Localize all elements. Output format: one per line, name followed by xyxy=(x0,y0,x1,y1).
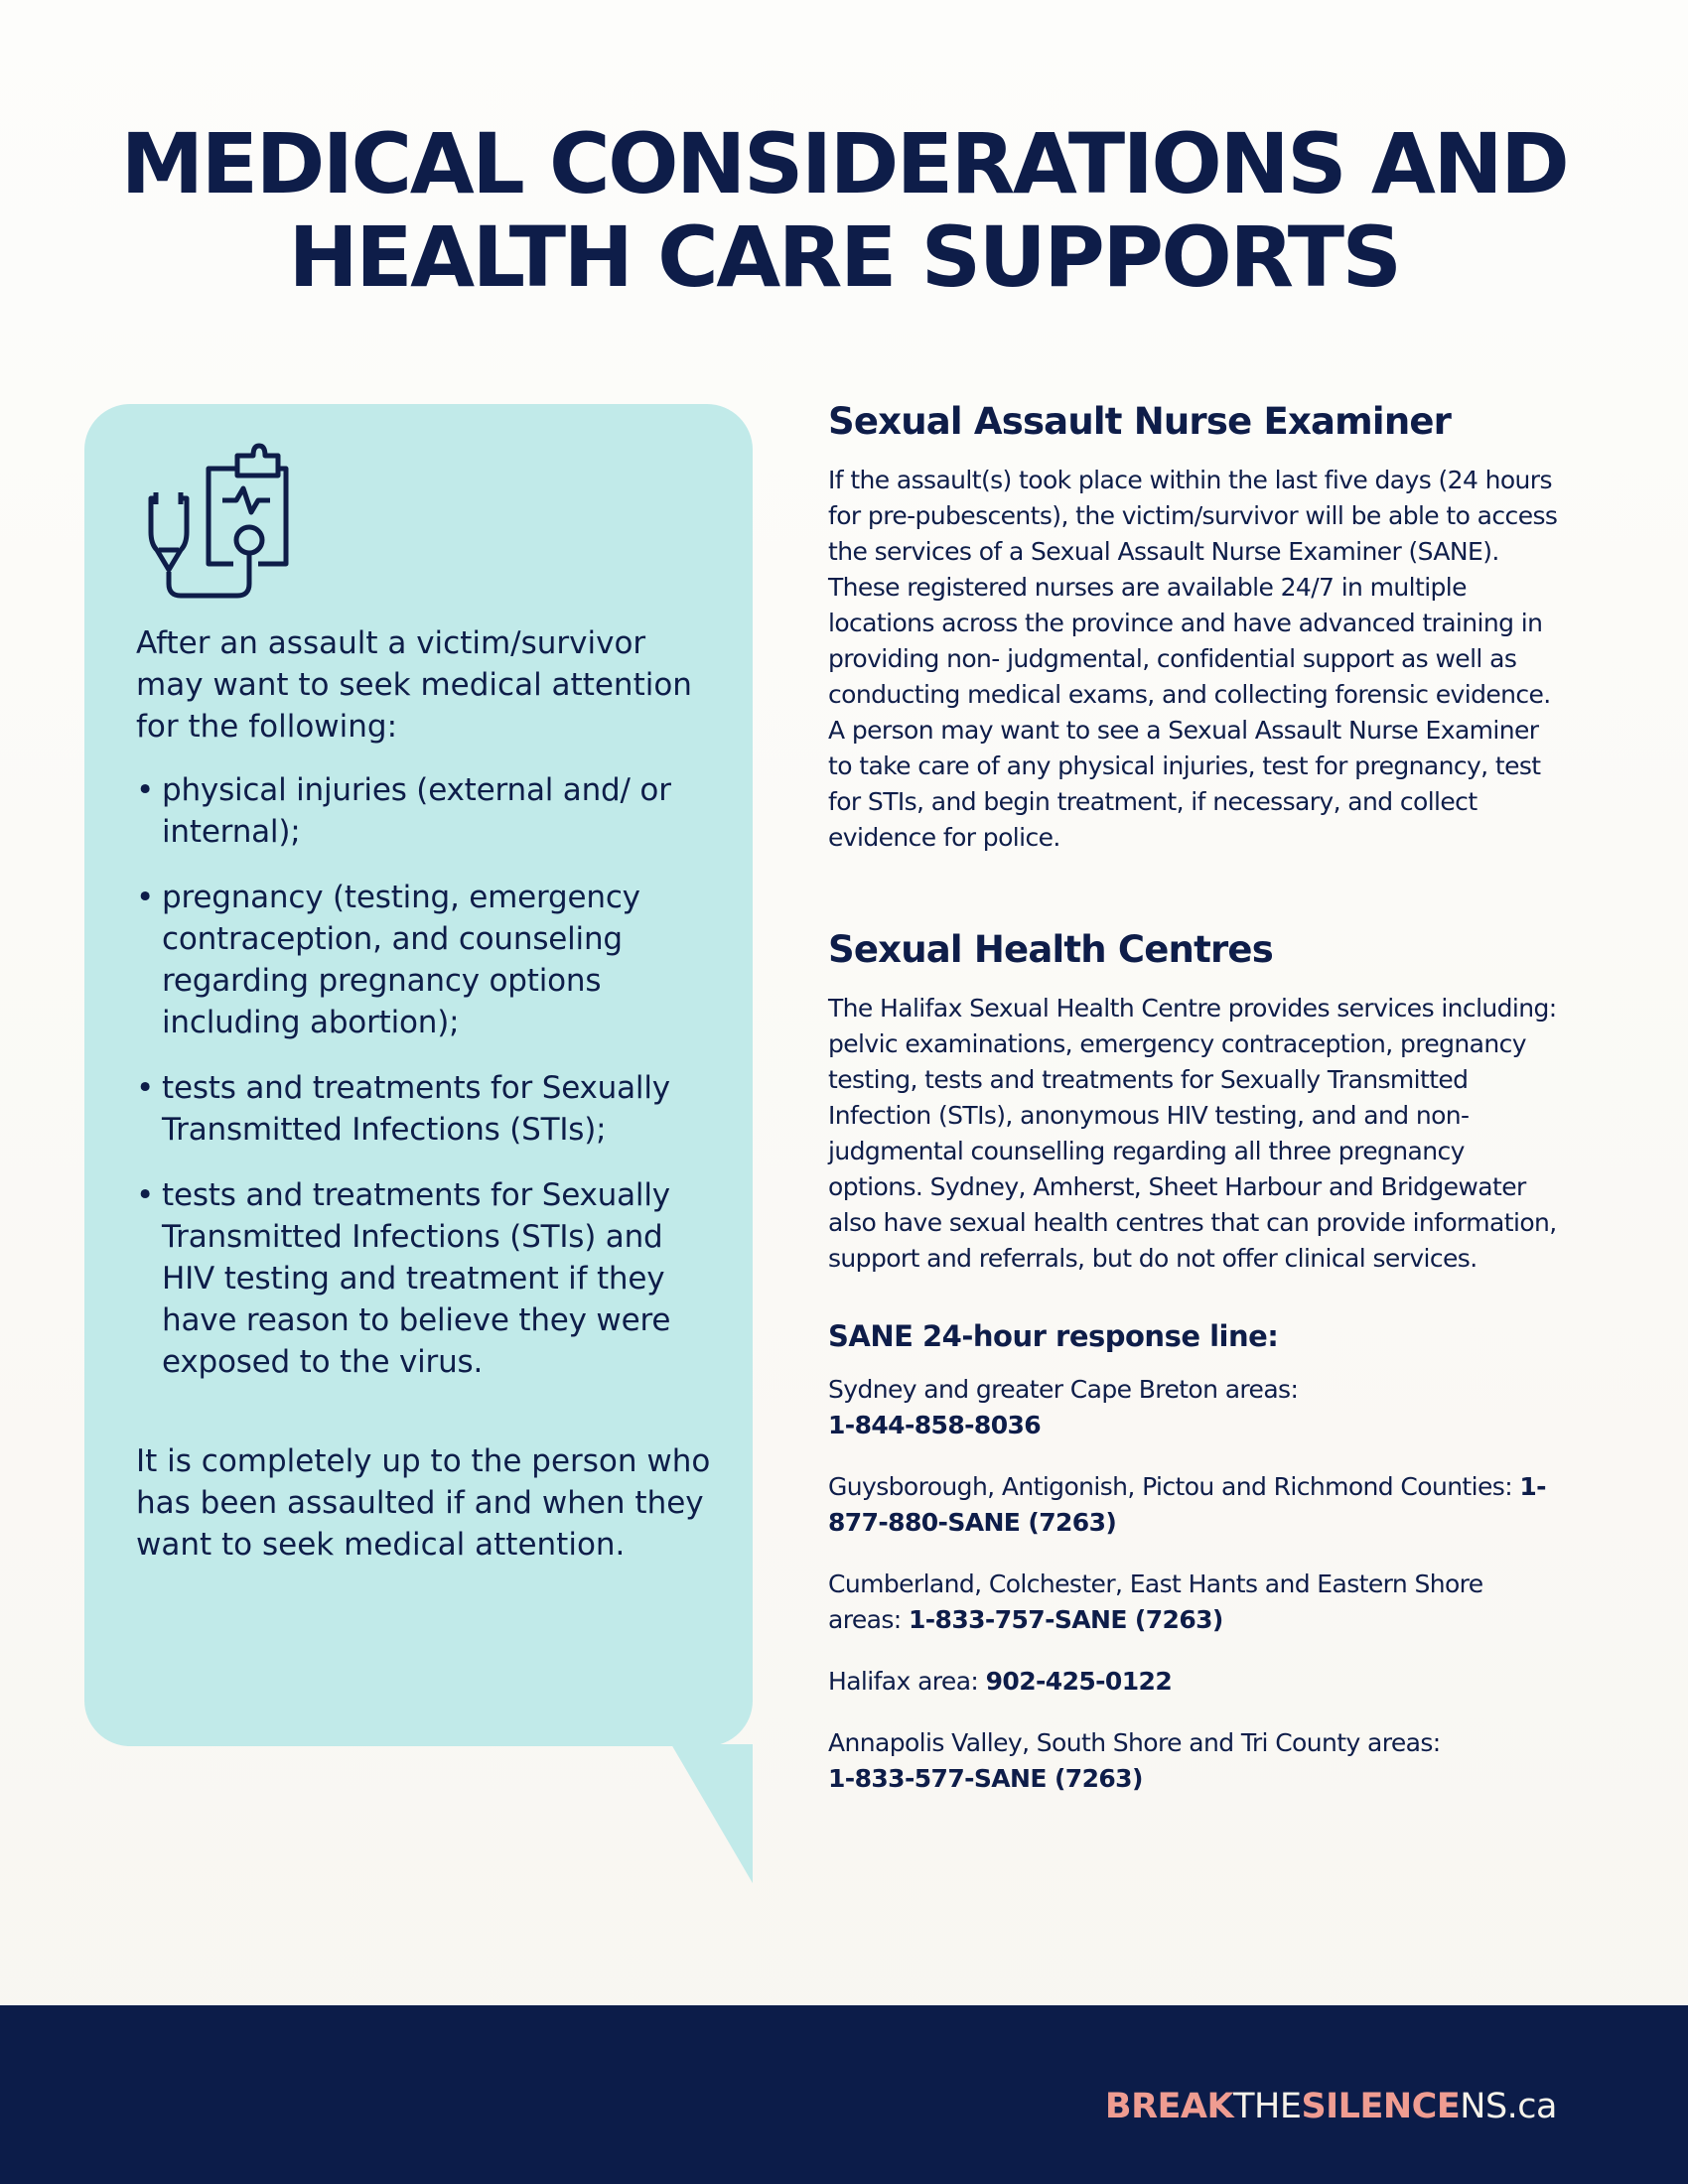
list-item: • tests and treatments for Sexually Transmitted Infections (STIs) and HIV testing and treatment if they have reason to believe they were exposed to the virus. xyxy=(136,1174,722,1383)
contact-cape-breton xyxy=(828,1372,1563,1443)
brand-silence: SILENCE xyxy=(1301,2087,1461,2126)
stethoscope-clipboard-icon xyxy=(139,435,328,604)
bubble-text xyxy=(136,622,722,1566)
phone-number[interactable]: 1-844-858-8036 xyxy=(828,1411,1042,1439)
medical-needs-list xyxy=(136,769,722,1383)
phone-number[interactable]: 1-877-880-SANE (7263) xyxy=(828,1472,1546,1537)
sane-body: If the assault(s) took place within the last five days (24 hours for pre-pubescents), the victim/survivor will be able to access the services of a Sexual Assault Nurse Examiner (SANE). These registered nurses are available 24/7 in multiple locations across the province and have advanced training in providing non- judgmental, confidential support as well as conducting medical exams, and collecting forensic evidence. A person may want to see a Sexual Assault Nurse Examiner to take care of any physical injuries, test for pregnancy, test for STIs, and begin treatment, if necessary, and collect evidence for police. xyxy=(828,466,1558,852)
phone-number[interactable]: 902-425-0122 xyxy=(985,1667,1173,1696)
contact-area: Halifax area: xyxy=(828,1667,979,1696)
list-item: • tests and treatments for Sexually Transmitted Infections (STIs); xyxy=(136,1067,722,1151)
brand-domain: NS.ca xyxy=(1460,2087,1557,2126)
response-line-heading: SANE 24-hour response line: xyxy=(828,1319,1279,1353)
section-heading-sane: Sexual Assault Nurse Examiner xyxy=(828,400,1452,443)
contact-annapolis xyxy=(828,1725,1563,1797)
bubble-intro: After an assault a victim/survivor may want to seek medical attention for the following: xyxy=(136,625,692,745)
sexual-health-centres-section xyxy=(828,925,1563,1277)
sane-section xyxy=(828,397,1563,856)
phone-number[interactable]: 1-833-757-SANE (7263) xyxy=(908,1605,1223,1634)
website-link[interactable] xyxy=(1105,2087,1557,2126)
list-item: • pregnancy (testing, emergency contraception, and counseling regarding pregnancy options including abortion); xyxy=(136,877,722,1043)
page-title-line-1: MEDICAL CONSIDERATIONS AND xyxy=(120,115,1568,212)
bubble-closing: It is completely up to the person who has been assaulted if and when they want to seek medical attention. xyxy=(136,1443,711,1563)
contact-halifax xyxy=(828,1664,1563,1700)
footer-bar xyxy=(0,2005,1688,2184)
section-heading-health-centres: Sexual Health Centres xyxy=(828,928,1273,971)
response-line-section xyxy=(828,1316,1563,1797)
contact-area: Guysborough, Antigonish, Pictou and Richmond Counties: xyxy=(828,1472,1513,1501)
contact-cumberland xyxy=(828,1567,1563,1638)
brand-the: THE xyxy=(1233,2087,1302,2126)
list-item: • physical injuries (external and/ or internal); xyxy=(136,769,722,853)
right-column xyxy=(828,397,1563,1823)
contact-guysborough xyxy=(828,1469,1563,1541)
speech-bubble-tail xyxy=(671,1744,753,1883)
contact-area: Cumberland, Colchester, East Hants and Eastern Shore areas: xyxy=(828,1570,1483,1634)
page-title xyxy=(0,117,1688,304)
health-centres-body: The Halifax Sexual Health Centre provides services including: pelvic examinations, emergency contraception, pregnancy testing, tests and treatments for Sexually Transmitted Infection (STIs), anonymous HIV testing, and and non-judgmental counselling regarding all three pregnancy options. Sydney, Amherst, Sheet Harbour and Bridgewater also have sexual health centres that can provide information, support and referrals, but do not offer clinical services. xyxy=(828,994,1557,1273)
contact-area: Sydney and greater Cape Breton areas: xyxy=(828,1375,1299,1404)
phone-number[interactable]: 1-833-577-SANE (7263) xyxy=(828,1764,1143,1793)
contact-area: Annapolis Valley, South Shore and Tri County areas: xyxy=(828,1728,1441,1757)
brand-break: BREAK xyxy=(1104,2087,1234,2126)
page-title-line-2: HEALTH CARE SUPPORTS xyxy=(288,208,1400,306)
